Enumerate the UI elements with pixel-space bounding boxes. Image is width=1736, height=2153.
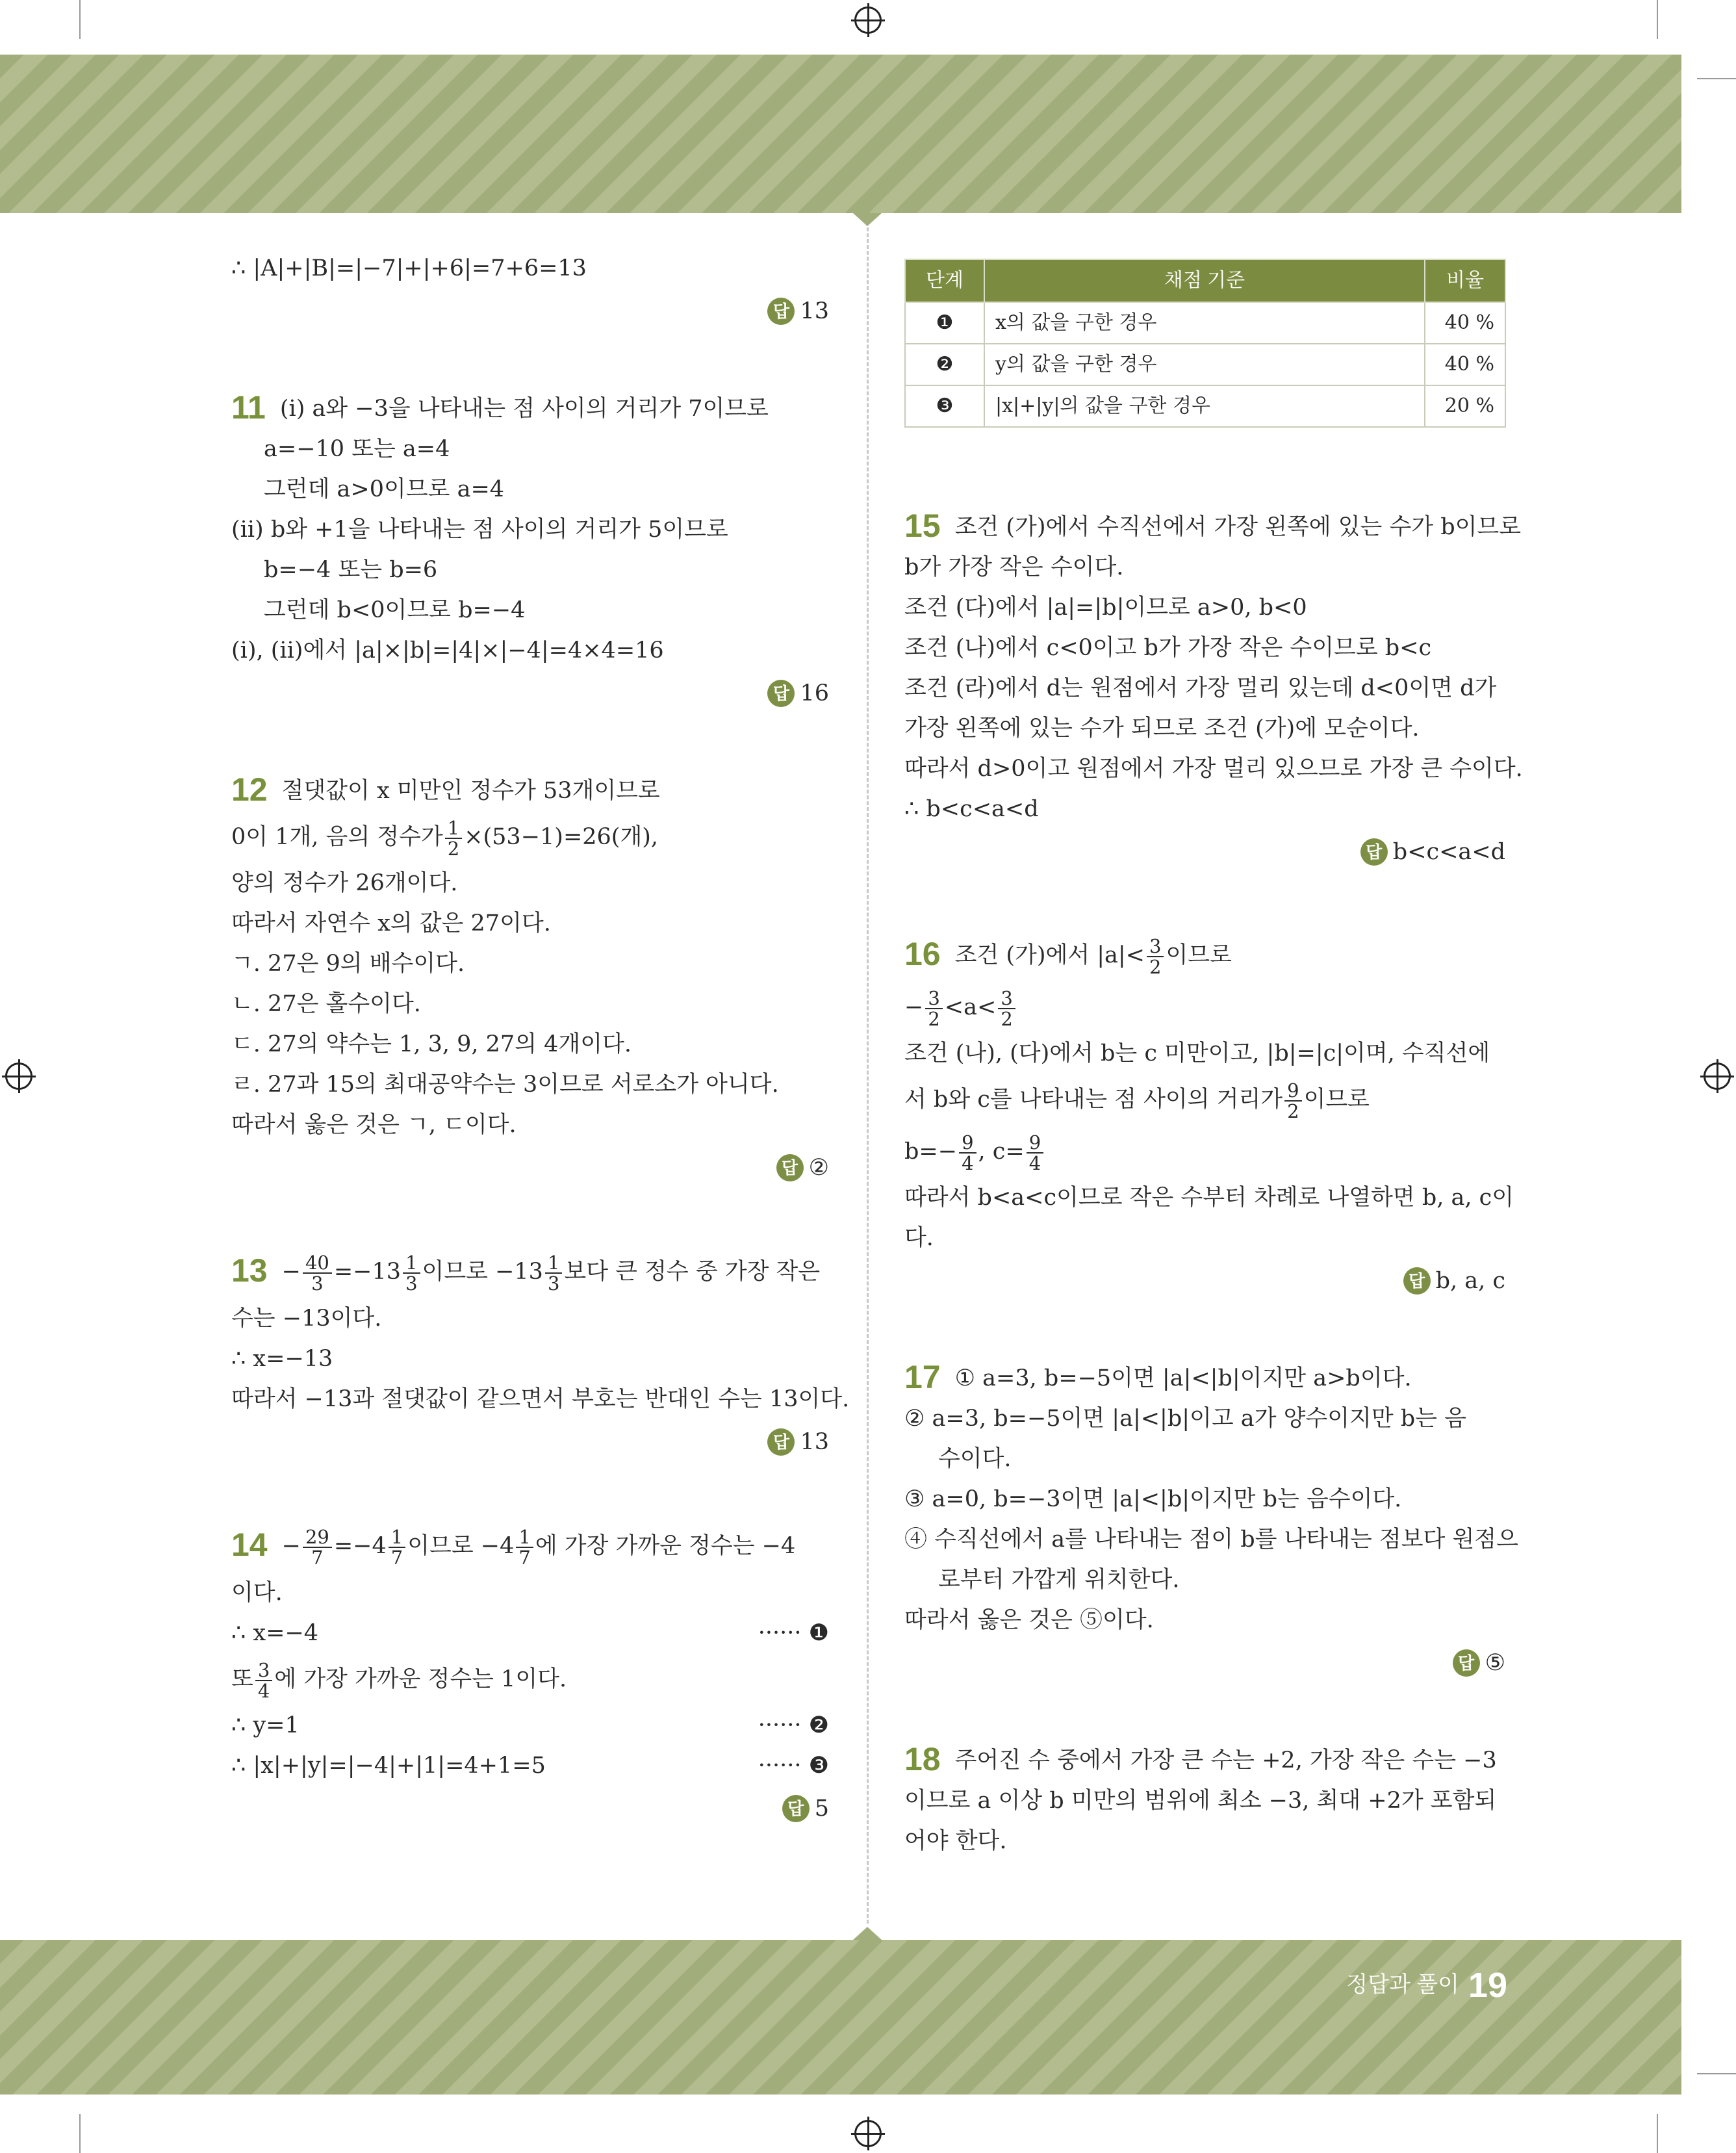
problem-number: 13	[231, 1252, 268, 1289]
column-divider	[867, 227, 869, 1924]
footer-band	[0, 1940, 1681, 2095]
solution-line: − $\frac{3}{2}$ <a< $\frac{3}{2}$	[904, 981, 1505, 1033]
solution-line: 수이다.	[938, 1446, 1012, 1472]
table-header: 채점 기준	[984, 259, 1425, 302]
table-row	[905, 385, 1505, 427]
footer-notch	[853, 1927, 882, 1940]
solution-line: ∴ |x|+|y|=|−4|+|1|=4+1=5 ······ ❸	[231, 1746, 829, 1786]
answer-value: b, a, c	[1435, 1268, 1505, 1294]
problem-number: 17	[904, 1359, 941, 1395]
page-number: 19	[1468, 1966, 1507, 2005]
table-row	[905, 302, 1505, 344]
answer-badge-icon: 답	[776, 1154, 804, 1181]
table-cell: y의 값을 구한 경우	[984, 344, 1425, 385]
solution-line: 그런데 b<0이므로 b=−4	[264, 597, 526, 623]
solution-line: 가장 왼쪽에 있는 수가 되므로 조건 (가)에 모순이다.	[904, 716, 1420, 741]
solution-line: ㄷ. 27의 약수는 1, 3, 9, 27의 4개이다.	[231, 1031, 632, 1057]
step-marker: ······ ❷	[758, 1712, 829, 1738]
problem-number: 14	[231, 1527, 268, 1563]
solution-line: ∴ y=1 ······ ❷	[231, 1705, 829, 1746]
solution-line: 12 절댓값이 x 미만인 정수가 53개이므로	[231, 769, 829, 811]
right-column	[904, 259, 1523, 1861]
problem-number: 12	[231, 771, 268, 808]
answer-badge-icon: 답	[767, 680, 795, 707]
solution-line: 따라서 자연수 x의 값은 27이다.	[231, 910, 551, 936]
problem-number: 16	[904, 936, 941, 972]
solution-line: 18 주어진 수 중에서 가장 큰 수는 +2, 가장 작은 수는 −3	[904, 1739, 1505, 1781]
solution-line: ∴ x=−4 ······ ❶	[231, 1613, 829, 1653]
registration-mark-icon	[854, 2120, 882, 2147]
solution-line: (ⅰ), (ⅱ)에서 |a|×|b|=|4|×|−4|=4×4=16	[231, 638, 664, 664]
solution-line: (ⅱ) b와 +1을 나타내는 점 사이의 거리가 5이므로	[231, 517, 728, 543]
answer	[231, 1422, 829, 1462]
solution-line: 따라서 옳은 것은 ㄱ, ㄷ이다.	[231, 1112, 517, 1138]
header-notch	[853, 213, 882, 226]
registration-mark-icon	[5, 1063, 32, 1090]
registration-mark-icon	[854, 6, 882, 34]
solution-line: 따라서 −13과 절댓값이 같으면서 부호는 반대인 수는 13이다.	[231, 1386, 850, 1412]
answer-value: b<c<a<d	[1392, 839, 1505, 865]
table-row	[905, 344, 1505, 385]
solution-line: 조건 (다)에서 |a|=|b|이므로 a>0, b<0	[904, 595, 1307, 621]
left-column	[231, 248, 850, 1829]
answer-badge-icon: 답	[767, 1428, 795, 1456]
solution-line: 조건 (나), (다)에서 b는 c 미만이고, |b|=|c|이며, 수직선에	[904, 1040, 1490, 1066]
solution-line: 따라서 b<a<c이므로 작은 수부터 차례로 나열하면 b, a, c이	[904, 1185, 1514, 1211]
answer-badge-icon: 답	[1360, 838, 1388, 866]
solution-11	[231, 387, 829, 714]
fraction: $\frac{1}{3}$	[403, 1253, 420, 1293]
table-header: 비율	[1425, 259, 1505, 302]
solution-line: a=−10 또는 a=4	[264, 436, 450, 462]
answer-value: 16	[800, 680, 829, 706]
solution-10-tail	[231, 248, 829, 331]
page-footer	[1332, 1965, 1507, 2004]
table-cell: 40 %	[1425, 302, 1505, 344]
fraction: $\frac{1}{2}$	[445, 818, 462, 858]
solution-line: 수는 −13이다.	[231, 1306, 382, 1332]
answer	[231, 673, 829, 714]
fraction: $\frac{3}{2}$	[998, 988, 1015, 1029]
fraction: $\frac{29}{7}$	[303, 1527, 332, 1567]
answer-value: ②	[808, 1155, 829, 1181]
table-cell: 40 %	[1425, 344, 1505, 385]
answer-badge-icon: 답	[1403, 1267, 1431, 1295]
solution-line: 16 조건 (가)에서 |a|< $\frac{3}{2}$ 이므로	[904, 928, 1505, 981]
solution-16	[904, 928, 1514, 1301]
fraction: $\frac{1}{3}$	[545, 1253, 562, 1293]
crop-mark	[1657, 0, 1658, 39]
solution-line: ∴ |A|+|B|=|−7|+|+6|=7+6=13	[231, 255, 587, 281]
table-cell: ❶	[905, 302, 984, 344]
solution-line: b=−4 또는 b=6	[264, 557, 438, 583]
solution-line: ㄴ. 27은 홀수이다.	[231, 991, 421, 1017]
answer	[904, 832, 1505, 872]
footer-section-title: 정답과 풀이	[1346, 1972, 1459, 1997]
problem-number: 15	[904, 508, 941, 544]
solution-line: 그런데 a>0이므로 a=4	[264, 476, 505, 502]
crop-mark	[1697, 78, 1736, 79]
solution-line: 로부터 가깝게 위치한다.	[938, 1567, 1180, 1593]
solution-line: 13 − $\frac{40}{3}$ =−13 $\frac{1}{3}$ 이므로 −13 $\frac{1}{3}$ 보다 큰 정수 중 가장 작은	[231, 1244, 829, 1298]
fraction: $\frac{40}{3}$	[303, 1253, 332, 1293]
solution-line: ∴ x=−13	[231, 1346, 333, 1372]
solution-line: 17 ① a=3, b=−5이면 |a|<|b|이지만 a>b이다.	[904, 1357, 1505, 1399]
table-cell: ❸	[905, 385, 984, 427]
solution-line: ∴ b<c<a<d	[904, 796, 1039, 822]
solution-12	[231, 769, 829, 1188]
solution-line: ④ 수직선에서 a를 나타내는 점이 b를 나타내는 점보다 원점으	[904, 1527, 1518, 1553]
answer-badge-icon: 답	[767, 298, 795, 325]
table-cell: x의 값을 구한 경우	[984, 302, 1425, 344]
table-cell: |x|+|y|의 값을 구한 경우	[984, 385, 1425, 427]
header-band	[0, 55, 1681, 213]
fraction: $\frac{1}{7}$	[389, 1527, 405, 1567]
solution-17	[904, 1357, 1518, 1683]
solution-line: 11 (ⅰ) a와 −3을 나타내는 점 사이의 거리가 7이므로	[231, 387, 829, 429]
solution-line: 0이 1개, 음의 정수가 $\frac{1}{2}$ ×(53−1)=26(개),	[231, 816, 659, 860]
step-marker: ······ ❸	[758, 1753, 829, 1779]
scoring-table	[904, 259, 1506, 428]
table-cell: 20 %	[1425, 385, 1505, 427]
solution-line: 양의 정수가 26개이다.	[231, 870, 458, 896]
solution-line: ㄱ. 27은 9의 배수이다.	[231, 951, 465, 977]
problem-number: 11	[231, 389, 266, 426]
solution-line: 다.	[904, 1225, 934, 1251]
solution-line: b가 가장 작은 수이다.	[904, 554, 1124, 580]
answer-value: 13	[800, 1429, 829, 1455]
solution-line: 조건 (나)에서 c<0이고 b가 가장 작은 수이므로 b<c	[904, 635, 1432, 661]
solution-line: 어야 한다.	[904, 1828, 1007, 1854]
crop-mark	[79, 2114, 81, 2153]
solution-line: 이다.	[231, 1580, 283, 1606]
fraction: $\frac{3}{2}$	[1147, 936, 1164, 977]
answer-badge-icon: 답	[1453, 1649, 1480, 1677]
solution-line: 14 − $\frac{29}{7}$ =−4 $\frac{1}{7}$ 이므로 −4 $\frac{1}{7}$ 에 가장 가까운 정수는 −4	[231, 1518, 829, 1573]
solution-line: ③ a=0, b=−3이면 |a|<|b|이지만 b는 음수이다.	[904, 1486, 1402, 1512]
solution-line: 따라서 옳은 것은 ⑤이다.	[904, 1607, 1154, 1633]
fraction: $\frac{1}{7}$	[516, 1527, 533, 1567]
solution-line: 서 b와 c를 나타내는 점 사이의 거리가 $\frac{9}{2}$ 이므로	[904, 1079, 1370, 1122]
answer-value: 5	[814, 1796, 829, 1822]
answer	[231, 1148, 829, 1188]
crop-mark	[1697, 2073, 1736, 2074]
table-cell: ❷	[905, 344, 984, 385]
answer	[904, 1261, 1505, 1301]
solution-18	[904, 1739, 1505, 1861]
answer	[231, 291, 829, 331]
fraction: $\frac{3}{2}$	[925, 988, 942, 1029]
crop-mark	[79, 0, 81, 39]
answer	[904, 1643, 1505, 1683]
solution-15	[904, 506, 1523, 872]
problem-number: 18	[904, 1741, 941, 1777]
fraction: $\frac{9}{4}$	[1027, 1133, 1043, 1173]
solution-13	[231, 1244, 850, 1462]
solution-14	[231, 1518, 829, 1829]
fraction: $\frac{3}{4}$	[255, 1660, 272, 1701]
solution-line: 따라서 d>0이고 원점에서 가장 멀리 있으므로 가장 큰 수이다.	[904, 756, 1523, 782]
table-header: 단계	[905, 259, 984, 302]
fraction: $\frac{9}{4}$	[959, 1133, 976, 1173]
solution-line: ② a=3, b=−5이면 |a|<|b|이고 a가 양수이지만 b는 음	[904, 1406, 1466, 1432]
fraction: $\frac{9}{2}$	[1284, 1081, 1301, 1121]
solution-line: 또 $\frac{3}{4}$ 에 가장 가까운 정수는 1이다.	[231, 1658, 567, 1702]
answer-badge-icon: 답	[782, 1795, 810, 1822]
answer	[231, 1788, 829, 1829]
answer-value: ⑤	[1485, 1650, 1505, 1676]
crop-mark	[1657, 2114, 1658, 2153]
solution-line: 이므로 a 이상 b 미만의 범위에 최소 −3, 최대 +2가 포함되	[904, 1788, 1497, 1814]
answer-value: 13	[800, 298, 829, 324]
solution-line: 15 조건 (가)에서 수직선에서 가장 왼쪽에 있는 수가 b이므로	[904, 506, 1505, 547]
solution-line: b=− $\frac{9}{4}$ , c= $\frac{9}{4}$	[904, 1126, 1505, 1178]
step-marker: ······ ❶	[758, 1620, 829, 1646]
solution-line: ㄹ. 27과 15의 최대공약수는 3이므로 서로소가 아니다.	[231, 1072, 779, 1098]
registration-mark-icon	[1704, 1063, 1731, 1090]
solution-line: 조건 (라)에서 d는 원점에서 가장 멀리 있는데 d<0이면 d가	[904, 675, 1497, 701]
